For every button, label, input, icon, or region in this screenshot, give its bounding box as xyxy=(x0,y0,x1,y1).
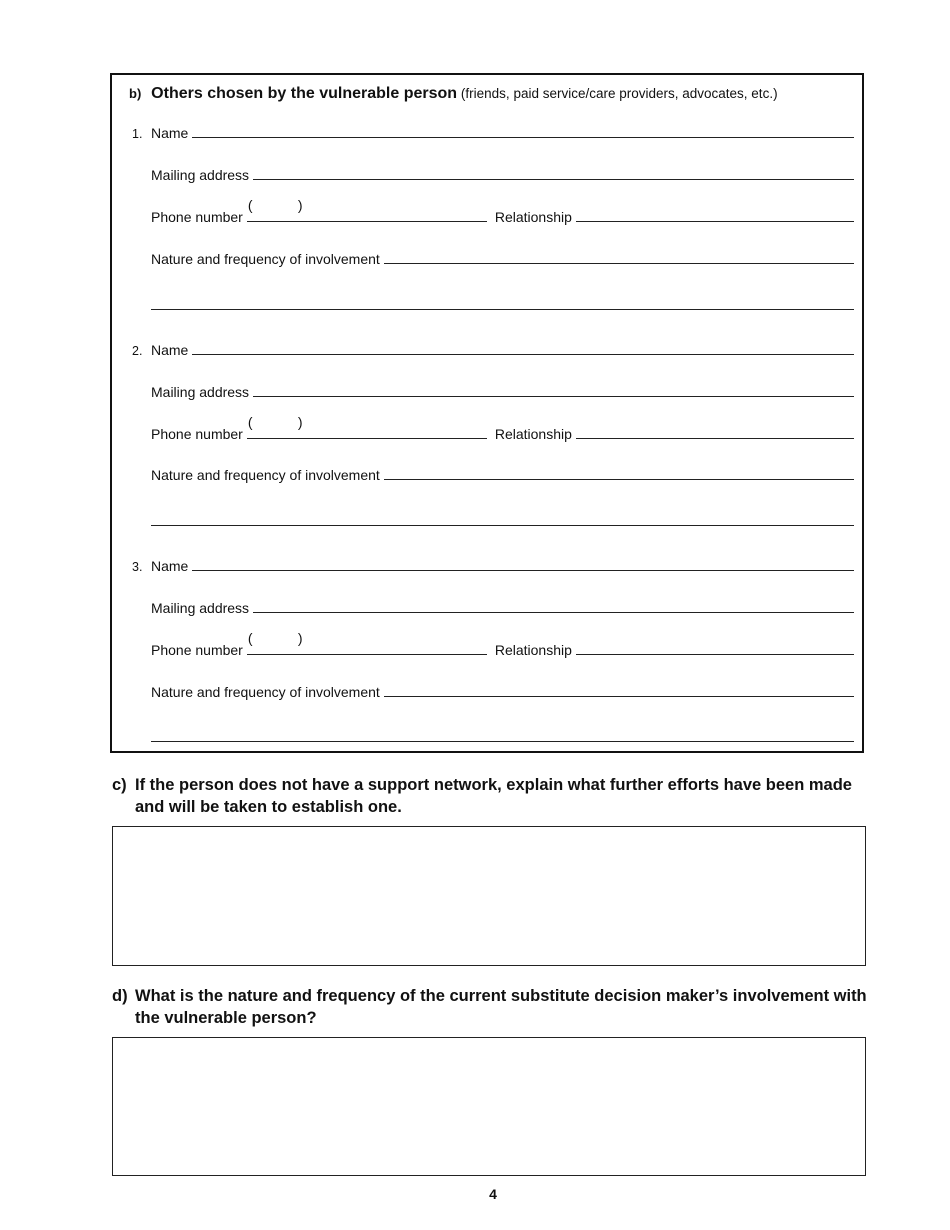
entry-2-involvement-line-2[interactable] xyxy=(151,524,854,526)
section-c-letter: c) xyxy=(112,776,127,794)
area-code-open: ( xyxy=(247,414,253,430)
section-c-question-text: If the person does not have a support network, explain what further efforts have been made and will be taken to establish one. xyxy=(135,776,852,816)
section-b-subtitle: (friends, paid service/care providers, advocates, etc.) xyxy=(460,86,778,101)
entry-3-name-row xyxy=(132,554,854,574)
area-code-close: ) xyxy=(297,630,303,646)
entry-number: 1. xyxy=(132,127,143,141)
area-code-open: ( xyxy=(247,197,253,213)
entry-1-name-row xyxy=(132,121,854,141)
mailing-address-label: Mailing address xyxy=(151,600,250,616)
entry-1-involvement-row xyxy=(132,247,854,267)
entry-2-name-row xyxy=(132,338,854,358)
entry-1-involvement-line-2[interactable] xyxy=(151,308,854,310)
section-b-heading xyxy=(129,85,778,103)
entry-3-relationship-field[interactable] xyxy=(576,653,854,655)
section-b-others-chosen xyxy=(110,73,864,753)
phone-number-label: Phone number xyxy=(151,642,243,658)
entry-3-phone-row xyxy=(132,630,854,658)
entry-2-address-row xyxy=(132,380,854,400)
entry-2-involvement-field[interactable] xyxy=(384,478,854,480)
section-c-answer-box[interactable] xyxy=(112,826,866,966)
mailing-address-label: Mailing address xyxy=(151,167,250,183)
name-label: Name xyxy=(151,125,189,141)
section-d-question-text: What is the nature and frequency of the current substitute decision maker’s involvement with the vulnerable person? xyxy=(135,987,867,1027)
involvement-label: Nature and frequency of involvement xyxy=(151,251,380,267)
relationship-label: Relationship xyxy=(494,642,572,658)
phone-number-label: Phone number xyxy=(151,426,243,442)
entry-1-relationship-field[interactable] xyxy=(576,220,854,222)
mailing-address-label: Mailing address xyxy=(151,384,250,400)
entry-1-involvement-field[interactable] xyxy=(384,262,854,264)
entry-3-name-field[interactable] xyxy=(192,569,854,571)
section-b-title: Others chosen by the vulnerable person xyxy=(151,85,458,102)
entry-2-involvement-row xyxy=(132,463,854,483)
name-label: Name xyxy=(151,342,189,358)
entry-3-involvement-row xyxy=(132,680,854,700)
phone-number-label: Phone number xyxy=(151,209,243,225)
entry-1-name-field[interactable] xyxy=(192,136,854,138)
entry-2-name-field[interactable] xyxy=(192,353,854,355)
page-number: 4 xyxy=(489,1186,497,1202)
entry-number: 3. xyxy=(132,560,143,574)
section-d-letter: d) xyxy=(112,987,128,1005)
involvement-label: Nature and frequency of involvement xyxy=(151,467,380,483)
section-d-answer-box[interactable] xyxy=(112,1037,866,1176)
entry-1-address-row xyxy=(132,163,854,183)
section-c-question xyxy=(112,774,872,818)
entry-3-address-field[interactable] xyxy=(253,611,854,613)
area-code-close: ) xyxy=(297,197,303,213)
entry-number: 2. xyxy=(132,344,143,358)
section-b-letter: b) xyxy=(129,86,142,101)
entry-3-address-row xyxy=(132,596,854,616)
entry-1-phone-row xyxy=(132,197,854,225)
entry-2-relationship-field[interactable] xyxy=(576,437,854,439)
entry-1-address-field[interactable] xyxy=(253,178,854,180)
name-label: Name xyxy=(151,558,189,574)
entry-2-address-field[interactable] xyxy=(253,395,854,397)
section-d-question xyxy=(112,985,872,1029)
involvement-label: Nature and frequency of involvement xyxy=(151,684,380,700)
entry-2-phone-field[interactable] xyxy=(247,414,487,439)
relationship-label: Relationship xyxy=(494,426,572,442)
area-code-close: ) xyxy=(297,414,303,430)
relationship-label: Relationship xyxy=(494,209,572,225)
entry-1-phone-field[interactable] xyxy=(247,197,487,222)
entry-3-involvement-continued xyxy=(132,725,854,745)
entry-2-phone-row xyxy=(132,414,854,442)
entry-3-involvement-field[interactable] xyxy=(384,695,854,697)
entry-3-involvement-line-2[interactable] xyxy=(151,740,854,742)
entry-3-phone-field[interactable] xyxy=(247,630,487,655)
area-code-open: ( xyxy=(247,630,253,646)
entry-1-involvement-continued xyxy=(132,293,854,313)
entry-2-involvement-continued xyxy=(132,509,854,529)
